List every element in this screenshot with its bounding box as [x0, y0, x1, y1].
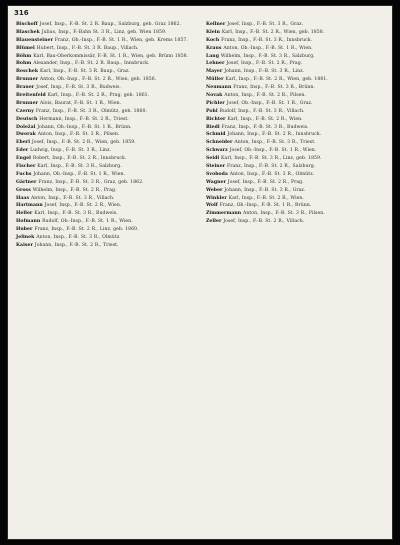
directory-entry: Lang Wilhelm, Insp., F.-B. St. 3 R., Salzburg.	[206, 53, 315, 59]
directory-entry: Schwarz Josef, Ob.-Insp., F.-B. St. 1 R., Wien.	[206, 148, 317, 154]
directory-entry: Böhm Karl, Bau-Oberkommissär, F.-B. St. 1 R., Wien, geb. Brünn 1858.	[16, 53, 189, 59]
directory-entry: Winkler Karl, Insp., F.-B. St. 2 R., Wien.	[206, 195, 304, 201]
directory-page	[8, 6, 392, 539]
directory-entry: Engel Robert, Insp., F.-B. St. 2 R., Innsbruck.	[16, 156, 127, 162]
directory-entry: Hofmann Rudolf, Ob.-Insp., F.-B. St. 1 R., Wien.	[16, 219, 133, 225]
right-column	[206, 22, 382, 227]
directory-entry: Zeller Josef, Insp., F.-B. St. 2 R., Villach.	[206, 219, 305, 225]
directory-entry: Dworak Anton, Insp., F.-B. St. 3 R., Pilsen.	[16, 132, 120, 138]
directory-entry: Kaiser Johann, Insp., F.-B. St. 2 R., Triest.	[16, 242, 119, 248]
directory-entry: Jelinek Anton, Insp., F.-B. St. 3 R., Olmütz.	[16, 235, 121, 241]
directory-entry: Richter Karl, Insp., F.-B. St. 2 R., Wien.	[206, 116, 303, 122]
left-column	[16, 22, 192, 251]
directory-entry: Bohm Alexander, Insp., F.-B. St. 2 R. Baup., Innsbruck.	[16, 61, 150, 67]
directory-entry: Wagner Josef, Insp., F.-B. St. 2 R., Prag.	[206, 179, 304, 185]
directory-entry: Wolf Franz, Ob.-Insp., F.-B. St. 1 R., Brünn.	[206, 203, 312, 209]
directory-entry: Gross Wilhelm, Insp., F.-B. St. 2 R., Prag.	[16, 187, 117, 193]
directory-entry: Seidl Karl, Insp., F.-B. St. 3 R., Linz, geb. 1859.	[206, 156, 322, 162]
directory-entry: Pichler Josef, Ob.-Insp., F.-B. St. 1 R., Graz.	[206, 100, 313, 106]
directory-entry: Schneider Anton, Insp., F.-B. St. 3 R., Triest.	[206, 140, 316, 146]
directory-entry: Blauensteiner Franz, Ob.-Insp., F.-B. St. 1 R., Wien, geb. Krems 1857.	[16, 37, 188, 43]
directory-entry: Müller Karl, Insp., F.-B. St. 2 R., Wien, geb. 1861.	[206, 77, 328, 83]
directory-entry: Eder Ludwig, Insp., F.-B. St. 3 R., Linz.	[16, 148, 112, 154]
directory-entry: Breitenfeld Karl, Insp., F.-B. St. 2 R., Prag, geb. 1861.	[16, 93, 150, 99]
directory-entry: Riedl Franz, Insp., F.-B. St. 3 R., Budweis.	[206, 124, 309, 130]
directory-entry: Huber Franz, Insp., F.-B. St. 2 R., Linz, geb. 1860.	[16, 227, 139, 233]
directory-entry: Heller Karl, Insp., F.-B. St. 3 R., Budweis.	[16, 211, 118, 217]
directory-entry: Kellner Josef, Insp., F.-B. St. 3 R., Graz.	[206, 22, 304, 27]
directory-entry: Brunner Alois, Baurat, F.-B. St. 1 R., Wien.	[16, 100, 122, 106]
directory-entry: Brunner Anton, Ob.-Insp., F.-B. St. 2 R., Wien, geb. 1856.	[16, 77, 157, 83]
directory-entry: Weber Johann, Insp., F.-B. St. 3 R., Graz.	[206, 187, 306, 193]
directory-entry: Hartmann Josef, Insp., F.-B. St. 2 R., Wien.	[16, 203, 122, 209]
directory-entry: Koch Franz, Insp., F.-B. St. 3 R., Innsbruck.	[206, 37, 313, 43]
directory-entry: Klein Karl, Insp., F.-B. St. 2 R., Wien, geb. 1858.	[206, 29, 325, 35]
directory-entry: Eberl Josef, Insp., F.-B. St. 2 R., Wien, geb. 1859.	[16, 140, 136, 146]
directory-entry: Czerny Franz, Insp., F.-B. St. 3 R., Olmütz, geb. 1860.	[16, 108, 147, 114]
directory-entry: Blaschek Julius, Insp., F.-Bahn St. 3 R., Linz, geb. Wien 1859.	[16, 29, 167, 35]
directory-entry: Schmid Johann, Insp., F.-B. St. 2 R., Innsbruck.	[206, 132, 322, 138]
page-number: 316	[14, 9, 29, 17]
directory-entry: Steiner Franz, Insp., F.-B. St. 2 R., Salzburg.	[206, 164, 316, 170]
directory-entry: Fischer Karl, Insp., F.-B. St. 3 R., Salzburg.	[16, 164, 122, 170]
directory-entry: Novak Anton, Insp., F.-B. St. 2 R., Pilsen.	[206, 93, 306, 99]
directory-entry: Neumann Franz, Insp., F.-B. St. 3 R., Brünn.	[206, 85, 315, 91]
directory-entry: Doležal Johann, Ob.-Insp., F.-B. St. 1 R., Brünn.	[16, 124, 132, 130]
directory-entry: Deutsch Hermann, Insp., F.-B. St. 2 R., Triest.	[16, 116, 129, 122]
directory-entry: Blümel Hubert, Insp., F.-B. St. 3 R. Baup., Villach.	[16, 45, 139, 51]
directory-entry: Boschek Karl, Insp., F.-B. St. 3 R. Baup., Graz.	[16, 69, 130, 75]
directory-entry: Pohl Rudolf, Insp., F.-B. St. 3 R., Villach.	[206, 108, 305, 114]
directory-entry: Svoboda Anton, Insp., F.-B. St. 3 R., Olmütz.	[206, 171, 315, 177]
directory-entry: Brauer Josef, Insp., F.-B. St. 3 R., Budweis.	[16, 85, 121, 91]
directory-entry: Bischoff Josef, Insp., F.-B. St. 2 R. Baup., Salzburg, geb. Graz 1862.	[16, 22, 182, 27]
directory-entry: Zimmermann Anton, Insp., F.-B. St. 3 R., Pilsen.	[206, 211, 325, 217]
directory-entry: Mayer Johann, Insp., F.-B. St. 3 R., Linz.	[206, 69, 305, 75]
directory-entry: Haas Anton, Insp., F.-B. St. 3 R., Villach.	[16, 195, 115, 201]
directory-entry: Lehner Josef, Insp., F.-B. St. 2 R., Prag.	[206, 61, 303, 67]
directory-entry: Gärtner Franz, Insp., F.-B. St. 3 R., Graz, geb. 1862.	[16, 179, 144, 185]
directory-entry: Kraus Anton, Ob.-Insp., F.-B. St. 1 R., Wien.	[206, 45, 313, 51]
directory-entry: Fuchs Johann, Ob.-Insp., F.-B. St. 1 R., Wien.	[16, 171, 126, 177]
